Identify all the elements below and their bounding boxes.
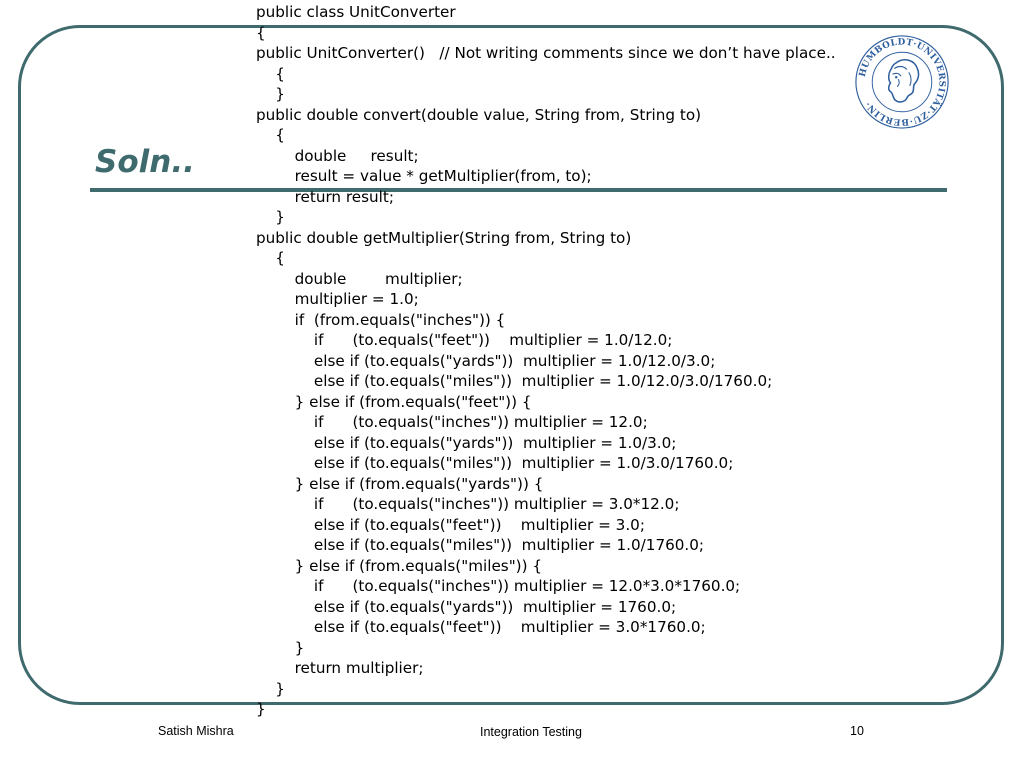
university-seal-icon: [854, 34, 950, 130]
code-line: public class UnitConverter: [256, 3, 456, 21]
code-line: return result;: [256, 187, 394, 206]
code-line: else if (to.equals("yards")) multiplier = 1.0/12.0/3.0;: [256, 351, 716, 370]
code-line: } else if (from.equals("miles")) {: [256, 556, 543, 575]
page-number: 10: [850, 724, 864, 738]
code-line: public double convert(double value, String from, String to): [256, 105, 702, 124]
code-line: if (to.equals("inches")) multiplier = 12.0;: [256, 413, 648, 431]
code-line: {: [256, 23, 266, 42]
svg-text:HUMBOLDT·UNIVERSITÄT·ZU·BERLIN: HUMBOLDT·UNIVERSITÄT·ZU·BERLIN·: [857, 37, 947, 127]
code-line: else if (to.equals("yards")) multiplier = 1.0/3.0;: [256, 433, 677, 452]
code-line: if (to.equals("inches")) multiplier = 12.0*3.0*1760.0;: [256, 577, 741, 595]
code-line: if (from.equals("inches")) {: [256, 310, 506, 329]
code-line: result = value * getMultiplier(from, to);: [256, 167, 592, 185]
code-line: double multiplier;: [256, 269, 463, 288]
footer-topic: Integration Testing: [480, 725, 582, 739]
code-line: {: [256, 126, 285, 144]
code-listing: [256, 2, 836, 720]
slide-title: Soln..: [95, 144, 195, 180]
code-line: double result;: [256, 146, 419, 165]
code-line: else if (to.equals("miles")) multiplier = 1.0/12.0/3.0/1760.0;: [256, 372, 773, 390]
footer-author: Satish Mishra: [158, 724, 234, 738]
code-line: {: [256, 249, 285, 267]
code-line: else if (to.equals("miles")) multiplier = 1.0/3.0/1760.0;: [256, 454, 734, 472]
code-line: {: [256, 64, 285, 83]
code-line: } else if (from.equals("yards")) {: [256, 474, 544, 493]
code-line: else if (to.equals("miles")) multiplier = 1.0/1760.0;: [256, 536, 705, 554]
code-line: } else if (from.equals("feet")) {: [256, 392, 532, 411]
code-line: }: [256, 638, 305, 657]
code-line: }: [256, 679, 285, 698]
code-line: }: [256, 700, 266, 718]
code-line: multiplier = 1.0;: [256, 290, 419, 308]
code-line: else if (to.equals("feet")) multiplier = 3.0;: [256, 515, 645, 534]
code-line: }: [256, 85, 285, 103]
code-line: public UnitConverter() // Not writing comments since we don’t have place..: [256, 44, 836, 62]
code-line: else if (to.equals("yards")) multiplier = 1760.0;: [256, 597, 677, 616]
code-line: if (to.equals("feet")) multiplier = 1.0/12.0;: [256, 331, 673, 349]
code-line: }: [256, 208, 285, 226]
code-line: return multiplier;: [256, 659, 424, 677]
code-line: public double getMultiplier(String from, String to): [256, 228, 632, 247]
code-line: if (to.equals("inches")) multiplier = 3.0*12.0;: [256, 495, 680, 513]
code-line: else if (to.equals("feet")) multiplier = 3.0*1760.0;: [256, 618, 706, 636]
